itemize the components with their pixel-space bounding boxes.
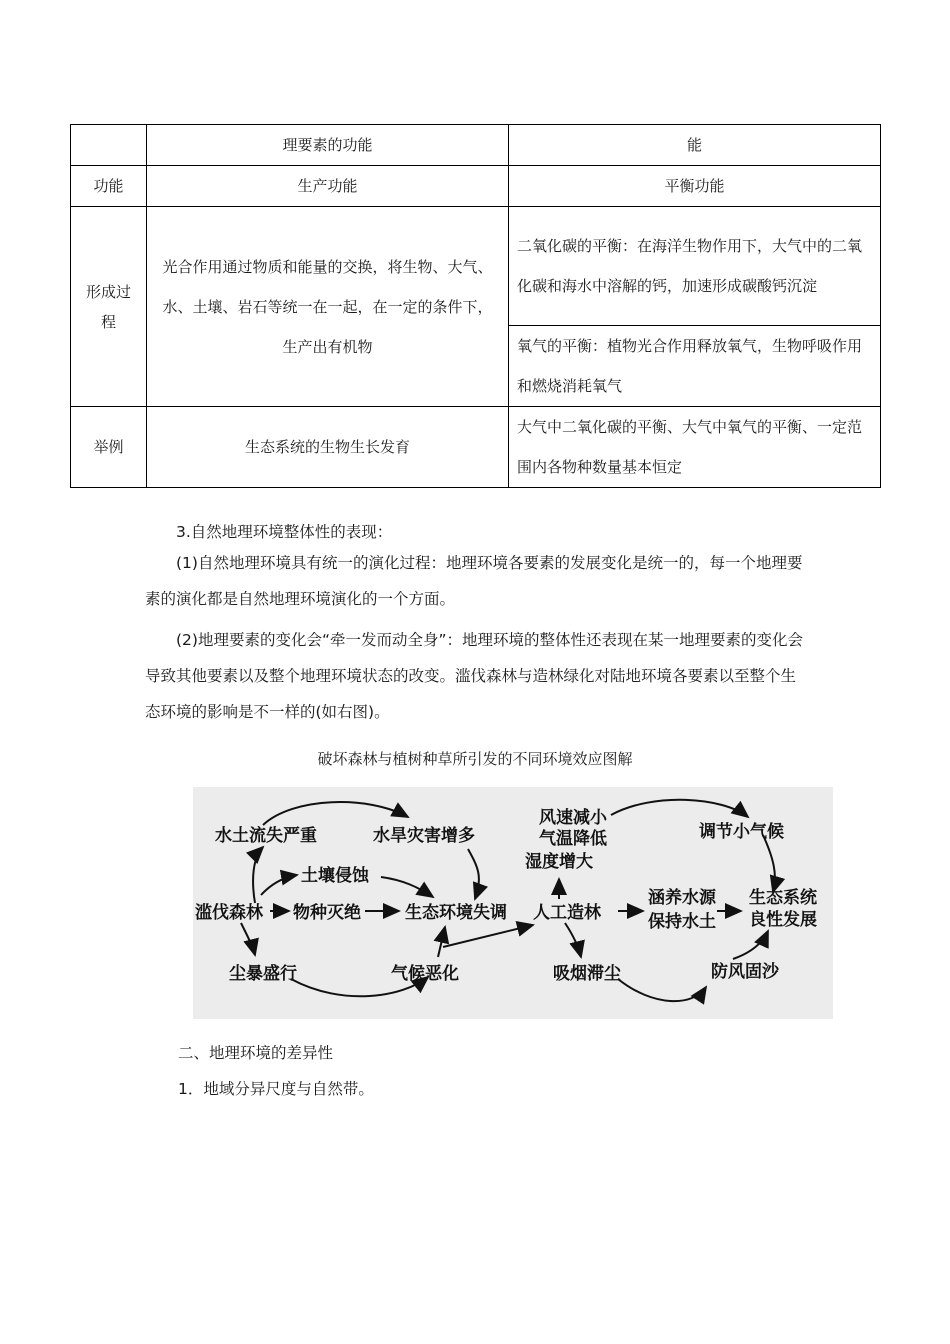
arrow — [618, 979, 706, 1001]
node-windbreak: 防风固沙 — [711, 962, 779, 982]
table-row — [71, 125, 881, 166]
section-two-heading: 二、地理环境的差异性 — [178, 1044, 334, 1062]
node-wind-3: 湿度增大 — [525, 852, 593, 872]
node-eco-2: 良性发展 — [749, 910, 817, 930]
arrow — [381, 877, 433, 897]
arrow — [443, 925, 533, 947]
production-example-cell: 生态系统的生物生长发育 — [147, 407, 509, 488]
table-row — [71, 166, 881, 207]
node-erosion: 土壤侵蚀 — [301, 866, 369, 886]
balance-example-cell: 大气中二氧化碳的平衡、大气中氧气的平衡、一定范围内各物种数量基本恒定 — [509, 407, 881, 488]
table-row — [71, 207, 881, 326]
co2-balance-cell: 二氧化碳的平衡：在海洋生物作用下，大气中的二氧化碳和海水中溶解的钙，加速形成碳酸钙沉淀 — [509, 207, 881, 326]
node-climate-worse: 气候恶化 — [391, 964, 459, 984]
node-adjust-climate: 调节小气候 — [699, 822, 784, 842]
figure-caption: 破坏森林与植树种草所引发的不同环境效应图解 — [317, 750, 633, 768]
arrow — [565, 923, 581, 957]
effect-diagram — [193, 787, 833, 1019]
node-wind-1: 风速减小 — [539, 808, 607, 828]
paragraph: (1)自然地理环境具有统一的演化过程：地理环境各要素的发展变化是统一的，每一个地理要素的演化都是自然地理环境演化的一个方面。 — [145, 554, 803, 608]
arrow — [763, 835, 775, 892]
arrow — [241, 923, 255, 955]
table-header: 生产功能 — [147, 166, 509, 207]
node-deforest: 滥伐森林 — [195, 903, 263, 923]
node-imbalance: 生态环境失调 — [405, 903, 507, 923]
arrow — [438, 927, 445, 957]
table-header: 能 — [509, 125, 881, 166]
section-two-item: 1．地域分异尺度与自然带。 — [178, 1080, 374, 1098]
arrow — [468, 849, 479, 899]
table-header: 平衡功能 — [509, 166, 881, 207]
arrow — [611, 800, 748, 817]
node-conserve-2: 保持水土 — [648, 912, 716, 932]
node-afforest: 人工造林 — [533, 903, 601, 923]
row-label-example: 举例 — [71, 407, 147, 488]
table-header: 理要素的功能 — [147, 125, 509, 166]
node-dust: 尘暴盛行 — [229, 964, 297, 984]
node-eco-1: 生态系统 — [749, 888, 817, 908]
node-soil-loss: 水土流失严重 — [215, 826, 317, 846]
arrow — [263, 802, 408, 825]
row-label-process: 形成过程 — [71, 207, 147, 407]
paragraph: (2)地理要素的变化会“牵一发而动全身”：地理环境的整体性还表现在某一地理要素的变化会导致其他要素以及整个地理环境状态的改变。滥伐森林与造林绿化对陆地环境各要素以至整个生态环境的影响是不一样的(如右图)。 — [145, 631, 804, 721]
node-absorb: 吸烟滞尘 — [553, 964, 621, 984]
arrow — [733, 931, 768, 959]
production-process-cell: 光合作用通过物质和能量的交换，将生物、大气、水、土壤、岩石等统一在一起，在一定的条件下，生产出有机物 — [147, 207, 509, 407]
section-heading: 3.自然地理环境整体性的表现： — [176, 523, 393, 541]
node-flood-drought: 水旱灾害增多 — [373, 826, 475, 846]
o2-balance-cell: 氧气的平衡：植物光合作用释放氧气，生物呼吸作用和燃烧消耗氧气 — [509, 326, 881, 407]
table-row — [71, 407, 881, 488]
arrow — [261, 875, 297, 895]
node-conserve-1: 涵养水源 — [648, 888, 716, 908]
node-wind-2: 气温降低 — [539, 829, 607, 849]
node-extinction: 物种灭绝 — [293, 903, 361, 923]
diagram-svg — [193, 787, 833, 1019]
function-table — [70, 124, 881, 488]
table-header: 功能 — [71, 166, 147, 207]
table-cell — [71, 125, 147, 166]
